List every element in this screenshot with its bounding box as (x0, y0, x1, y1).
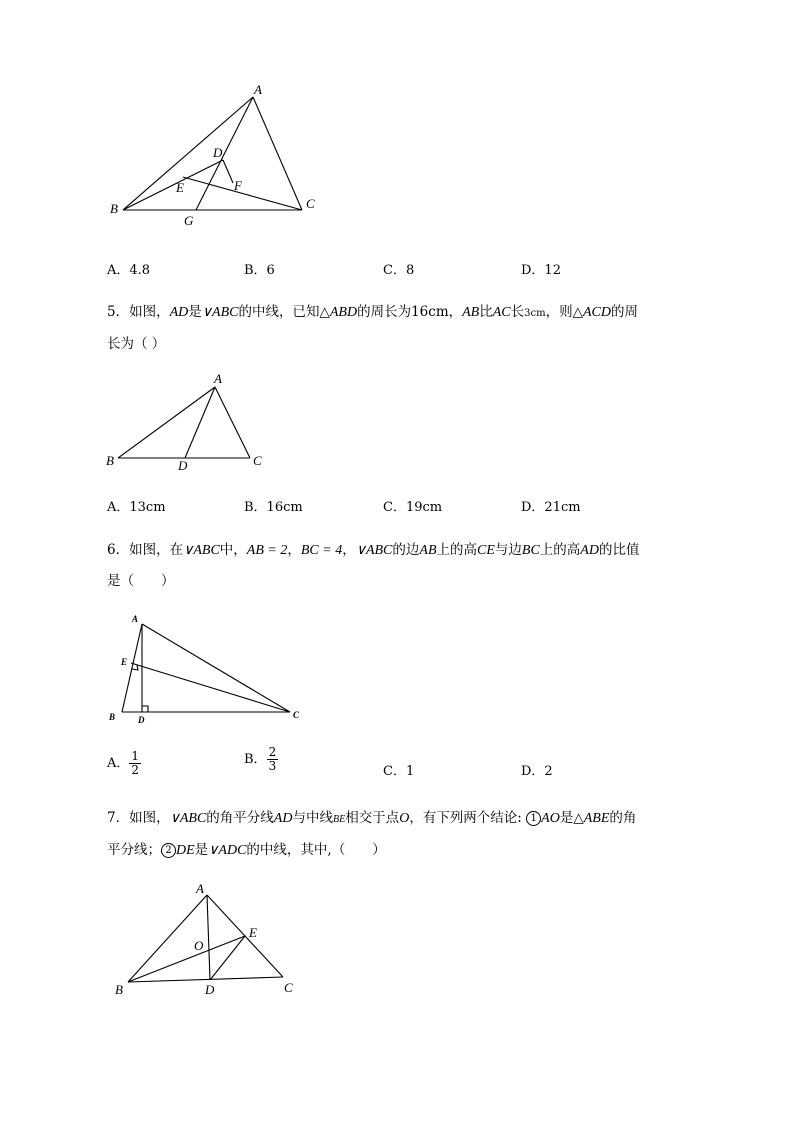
circled-number-2: 2 (161, 843, 176, 858)
circled-number-1: 1 (526, 811, 541, 826)
label-A: A (254, 82, 262, 97)
seg-AC (207, 895, 283, 977)
label-A: A (196, 881, 204, 896)
seg-AD (185, 387, 215, 458)
text: 6．如图，在 (107, 542, 184, 558)
q5-option-b[interactable]: B．16cm (244, 500, 303, 515)
text: ，有下列两个结论: (409, 810, 522, 826)
q7-line-1 (107, 803, 697, 835)
denominator: 3 (268, 759, 277, 773)
math: ∨ABC (355, 543, 393, 558)
numerator: 1 (131, 749, 140, 763)
text: ，则△ (545, 304, 583, 320)
text: 平分线； (107, 842, 161, 858)
fraction (267, 746, 279, 773)
label-D: D (205, 982, 215, 997)
text: 7．如图， (107, 810, 170, 826)
math: ∨ADC (208, 843, 247, 858)
seg-AB (123, 97, 253, 210)
q6-stem (107, 535, 697, 596)
text: 的周 (610, 304, 638, 320)
seg-AB (122, 624, 142, 712)
seg-DF (223, 160, 233, 183)
math: 3cm (524, 308, 546, 319)
text: 相交于点 (345, 810, 400, 826)
text: 是 (194, 842, 209, 858)
q6-option-c[interactable]: C．1 (383, 764, 415, 779)
label-E: E (121, 657, 128, 667)
label-E: E (249, 925, 257, 940)
label-D: D (138, 715, 145, 725)
math: DE (176, 843, 195, 858)
text: 的周长为16cm， (357, 304, 463, 320)
seg-BC (128, 977, 283, 982)
text: 与边 (494, 542, 522, 558)
math: AO (541, 811, 560, 826)
seg-BD (123, 160, 223, 210)
q5-stem (107, 297, 697, 359)
q4-option-a[interactable]: A．4.8 (107, 263, 151, 278)
q4-option-d[interactable]: D．12 (521, 263, 561, 278)
text: 的边 (392, 542, 420, 558)
text: 的角 (609, 810, 637, 826)
text: 与中线 (292, 810, 333, 826)
math: BE (332, 814, 346, 825)
text: 长 (510, 304, 525, 320)
math: AD (273, 811, 293, 826)
label-B: B (109, 712, 116, 722)
math: O (399, 811, 410, 826)
q6-option-b-prefix: B． (244, 752, 267, 767)
text: ， (342, 542, 356, 558)
label-O: O (194, 938, 204, 953)
label-B: B (110, 201, 118, 216)
q5-line-1 (107, 297, 697, 329)
seg-EC (183, 177, 302, 210)
text: 上的高 (539, 542, 581, 558)
label-E: E (176, 180, 184, 195)
q5-option-a[interactable]: A．13cm (107, 500, 166, 515)
label-B: B (106, 453, 114, 468)
label-F: F (234, 178, 242, 193)
right-angle-mark-D (142, 706, 148, 712)
math: AB (462, 305, 480, 320)
label-D: D (178, 458, 188, 473)
text: ， (287, 542, 301, 558)
text: 比 (479, 304, 493, 320)
text: 的中线，已知△ (238, 304, 330, 320)
math: ∨ABC (169, 811, 207, 826)
text: 的中线，其中,（ ） (246, 842, 386, 858)
q5-line-2: 长为（ ） (107, 336, 166, 352)
label-A: A (214, 371, 222, 386)
seg-DE (210, 936, 245, 980)
label-G: G (184, 213, 194, 228)
math: ABE (583, 811, 610, 826)
label-C: C (293, 710, 300, 720)
numerator: 2 (268, 745, 277, 759)
math: ∨ABC (201, 305, 239, 320)
math: BC (521, 543, 540, 558)
q6-line-1 (107, 535, 697, 566)
seg-BE (128, 936, 245, 982)
q6-option-b[interactable] (244, 746, 278, 773)
math: AC (492, 305, 511, 320)
label-C: C (306, 196, 315, 211)
denominator: 2 (131, 763, 140, 777)
q6-option-a-prefix: A． (107, 756, 130, 771)
seg-AB (118, 387, 215, 458)
seg-AD (207, 895, 210, 980)
math: ACD (582, 305, 611, 320)
q6-option-d[interactable]: D．2 (521, 764, 553, 779)
q5-option-c[interactable]: C．19cm (383, 500, 443, 515)
q7-line-2 (107, 835, 697, 866)
q6-line-2: 是（ ） (107, 573, 175, 589)
math: ∨ABC (183, 543, 220, 558)
q4-option-c[interactable]: C．8 (383, 263, 415, 278)
math: AB = 2 (246, 543, 288, 558)
text: 的角平分线 (206, 810, 274, 826)
label-A: A (132, 614, 139, 624)
text: 上的高 (436, 542, 478, 558)
seg-AB (128, 895, 207, 982)
seg-AC (142, 624, 290, 712)
q6-option-a[interactable] (107, 750, 141, 777)
text: 的比值 (598, 542, 640, 558)
math: CE (477, 543, 495, 558)
label-B: B (115, 982, 123, 997)
text: 5．如图， (107, 304, 170, 320)
math: AD (580, 543, 599, 558)
q5-option-d[interactable]: D．21cm (521, 500, 581, 515)
math: BC = 4 (300, 543, 343, 558)
seg-AC (253, 97, 302, 210)
label-C: C (253, 453, 262, 468)
math: AD (169, 305, 189, 320)
label-D: D (213, 145, 223, 160)
right-angle-mark-E (132, 665, 138, 670)
q7-stem (107, 803, 697, 866)
q4-option-b[interactable]: B．6 (244, 263, 275, 278)
label-C: C (284, 980, 293, 995)
seg-AC (215, 387, 250, 458)
text: 是△ (559, 810, 584, 826)
math: ABD (329, 305, 358, 320)
math: AB (419, 543, 437, 558)
fraction (129, 750, 141, 777)
text: 是 (188, 304, 202, 320)
text: 中， (219, 542, 247, 558)
seg-EC (131, 663, 290, 712)
seg-AG (196, 97, 253, 210)
